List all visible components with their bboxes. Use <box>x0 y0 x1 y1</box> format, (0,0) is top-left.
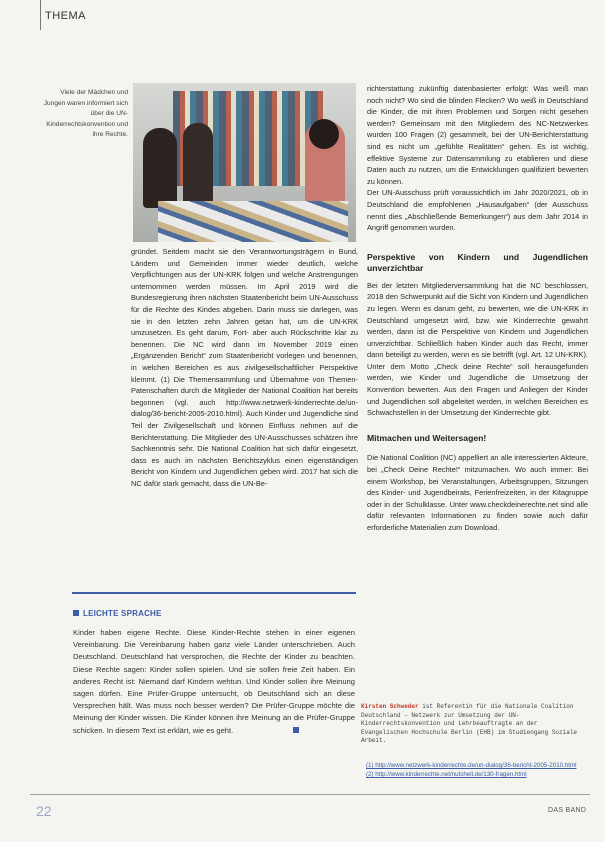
middle-column <box>131 246 358 489</box>
body-paragraph: Bei der letzten Mitgliederversammlung hat die NC beschlossen, 2018 den Schwerpunkt auf die Sicht von Kindern und Jugendlichen zu legen. Wenn es darum geht, zu bewerten, wie die UN-KRK in Deutschland umgesetzt wird, bzw. wie Kinderrechte gewahrt werden, dann ist die Perspektive von Kindern und Jugendlichen unverzichtbar. Schließlich haben Kinder auch das Recht, immer dann beteiligt zu werden, wenn es sie betrifft (vgl. Art. 12 UN-KRK). Unter dem Motto „Check deine Rechte“ soll herausgefunden werden, wie Kinder und Jugendliche die Umsetzung der Konvention bewerten. Aus den Fragen und Anliegen der Kinder und Jugendlichen soll abgeleitet werden, in welchen Bereichen es Schwachstellen in der Umsetzung der Kinderrechte gibt. <box>367 280 588 418</box>
footnote-link[interactable]: (2) http://www.kinderrechte.net/nutshell.de/130-fragen.html <box>366 771 527 778</box>
header-rule <box>40 0 41 30</box>
easy-language-rule <box>72 592 356 594</box>
footnote-link[interactable]: (1) http://www.netzwerk-kinderrechte.de/un-dialog/36-bericht-2005-2010.html <box>366 762 577 769</box>
easy-language-heading: LEICHTE SPRACHE <box>73 609 162 618</box>
page-number: 22 <box>36 803 52 819</box>
right-column <box>367 83 588 534</box>
footnotes <box>366 761 588 779</box>
footer-rule <box>30 794 590 795</box>
person-silhouette <box>143 128 177 208</box>
article-photo <box>133 83 356 242</box>
author-bio: Kirsten Schweder ist Referentin für die Nationale Coalition Deutschland – Netzwerk zur Umsetzung der UN-Kinderrechtskonvention und Lehrbeauftragte an der Evangelischen Hochschule Berlin (EHB) im Studiengang Soziale Arbeit. <box>361 703 578 745</box>
square-bullet-icon <box>73 610 79 616</box>
body-paragraph: Der UN-Ausschuss prüft voraussichtlich im Jahr 2020/2021, ob in Deutschland die empfohlenen „Hausaufgaben“ (der Ausschuss nennt dies „Abschließende Bemerkungen“) aus dem Jahr 2014 in Angriff genommen wurden. <box>367 188 588 233</box>
body-paragraph: gründet. Seitdem macht sie den Verantwortungsträgern in Bund, Ländern und Gemeinden immer wieder deutlich, welche Verpflichtungen aus der UN-KRK folgen und welche Anstrengungen unternommen werden müssen. Im April 2019 wird die Bundesregierung ihren nächsten Staatenbericht beim UN-Ausschuss für die Rechte des Kindes abgeben. Darin muss sie darlegen, was sie in den letzten zehn Jahren getan hat, um die UN-KRK umzusetzen. Es geht darum, Fort- aber auch Rückschritte klar zu benennen. Die NC wird dann im November 2019 einen „Ergänzenden Bericht“ zum Staatenbericht vorlegen und benennen, in welchen Bereichen es aus zivilgesellschaftlicher Perspektive klemmt. (1) Die Themensammlung und Übernahme von Themen-Patenschaften durch die Mitglieder der National Coalition hat bereits begonnen (vgl. auch http://www.netzwerk-kinderrechte.de/un-dialog/36-bericht-2005-2010.html). Auch Kinder und Jugendliche sind Teil der Zivilgesellschaft und können Einfluss nehmen auf die Berichterstattung. Die Mitglieder des UN-Ausschusses schätzen ihre Sachkenntnis sehr. Die National Coalition hat sich dafür eingesetzt, dass es auch im nächsten Berichtszyklus einen eigenständigen Bericht von Kindern und Jugendlichen geben wird. 2017 hat sich die NC dafür stark gemacht, dass die UN-Be- <box>131 247 358 488</box>
person-head <box>309 119 339 149</box>
magazine-name: DAS BAND <box>548 807 587 814</box>
section-heading: Perspektive von Kindern und Jugendlichen unverzichtbar <box>367 251 588 274</box>
photo-caption: Viele der Mädchen und Jungen waren informiert sich über die UN-Kinderrechtskonvention und ihre Rechte. <box>43 89 128 139</box>
section-heading: Mitmachen und Weitersagen! <box>367 432 487 443</box>
section-label: THEMA <box>45 10 86 22</box>
person-silhouette <box>183 123 213 205</box>
body-paragraph: richterstattung zukünftig datenbasierter erfolgt: Was weiß man noch nicht? Wo sind die blinden Flecken? Wo weiß in Deutschland die Kinder, die mit ihren Problemen und Sorgen nicht gesehen werden? Gemeinsam mit den Mitgliedern des NC-Netzwerkes wurden 100 Fragen (2) gesammelt, bei der UN-Berichterstattung sind es nicht um „gefühlte Realitäten“ gehen. Es ist wichtig, effektive Systeme zur Datensammlung zu etablieren und diese Daten auch zu nutzen, um die Entwicklungen qualifiziert bewerten zu können. <box>367 84 588 186</box>
table-with-materials <box>158 201 348 242</box>
end-square-icon <box>293 727 299 733</box>
easy-language-text: Kinder haben eigene Rechte. Diese Kinder-Rechte stehen in einer eigenen Vereinbarung. Die Vereinbarung haben ganz viele Länder unterschrieben. Auch Deutschland. Deutschland hat versprochen, die Rechte der Kinder zu beachten. Diese Rechte sagen: Kinder sollen spielen. Und sie sollen freie Zeit haben. Ein anderes Recht ist: Niemand darf Kindern wehtun. Und Kinder sollen ihre Meinung sagen dürfen. Eine Prüfer-Gruppe untersucht, ob Deutschland sich an diese Versprechen hält. Was muss noch besser werden? Die Prüfer-Gruppe möchte die Meinung der Kinder wissen. Die Kinder können ihre Meinung an die Prüfer-Gruppe schicken. In diesem Text ist erklärt, wie es geht. <box>73 628 355 735</box>
body-paragraph: Die National Coalition (NC) appelliert an alle interessierten Akteure, bei „Check Deine Rechte!“ mitzumachen. Wo auch immer: Bei einem Workshop, bei Veranstaltungen, Arbeitsgruppen, Sitzungen des Kinder- und Jugendbeirats, Ferienfreizeiten, in der Kitagruppe oder in der Schulklasse. Unter www.checkdeinerechte.net sind alle dafür relevanten Informationen zu finden sowie auch dafür erforderliche Materialien zum Download. <box>367 453 588 532</box>
author-name: Kirsten Schweder <box>361 703 419 710</box>
